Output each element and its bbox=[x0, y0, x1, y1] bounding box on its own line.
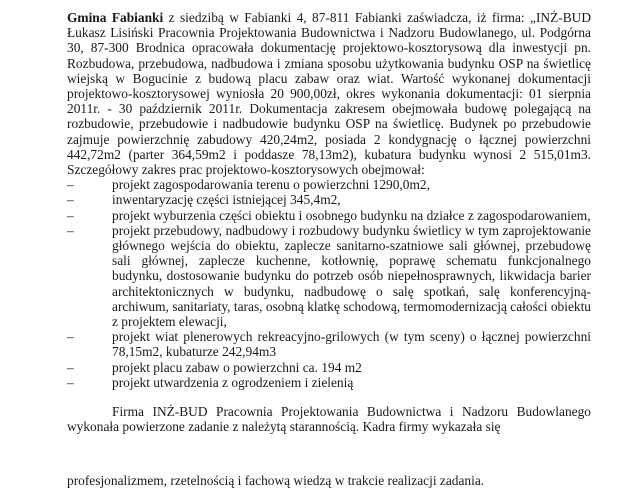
list-item-text: projekt utwardzenia z ogrodzeniem i zielenią bbox=[112, 374, 354, 390]
cut-off-text-line bbox=[67, 473, 591, 488]
list-item-text: projekt zagospodarowania terenu o powierzchni 1290,0m2, bbox=[112, 177, 430, 193]
intro-paragraph bbox=[67, 10, 591, 177]
municipality-name: Gmina Fabianki bbox=[67, 10, 164, 25]
list-item-text: projekt wyburzenia części obiektu i osobnego budynku na działce z zagospodarowaniem, bbox=[112, 207, 591, 223]
closing-paragraph bbox=[67, 404, 591, 434]
list-item bbox=[67, 192, 591, 207]
closing-text: Firma INŻ-BUD Pracownia Projektowania Budownictwa i Nadzoru Budowlanego wykonała powierzone zadanie z należytą starannością. Kadra firmy wykazała się bbox=[67, 404, 591, 435]
list-item bbox=[67, 177, 591, 192]
document-page bbox=[67, 10, 591, 448]
dash-bullet: – bbox=[67, 329, 74, 345]
dash-bullet: – bbox=[67, 207, 74, 223]
dash-bullet: – bbox=[67, 192, 74, 208]
list-item bbox=[67, 223, 591, 329]
list-item bbox=[67, 208, 591, 223]
list-item bbox=[67, 329, 591, 359]
list-item bbox=[67, 360, 591, 375]
cut-off-text: profesjonalizmem, rzetelnością i fachową wiedzą w trakcie realizacji zadania. bbox=[67, 473, 485, 488]
dash-bullet: – bbox=[67, 177, 74, 193]
list-item-text: projekt placu zabaw o powierzchni ca. 194 m2 bbox=[112, 359, 362, 375]
dash-bullet: – bbox=[67, 359, 74, 375]
list-item bbox=[67, 375, 591, 390]
dash-bullet: – bbox=[67, 374, 74, 390]
scope-list bbox=[67, 177, 591, 390]
dash-bullet: – bbox=[67, 222, 74, 238]
list-item-text: projekt przebudowy, nadbudowy i rozbudowy budynku świetlicy w tym zaprojektowanie głównego wejścia do obiektu, zaplecze sanitarno-szatniowe sali głównej, przebudowę sali głównej, zaplecze kuchenne, kotłownię, poprawę schematu funkcjonalnego budynku, dostosowanie budynku do potrzeb osób niepełnosprawnych, likwidacja barier architektonicznych w budynku, nadbudowę o salę spotkań, salę konferencyjną-archiwum, sanitariaty, taras, osobną klatkę schodową, termomodernizacją całości obiektu z projektem elewacji, bbox=[112, 222, 591, 330]
list-item-text: projekt wiat plenerowych rekreacyjno-grilowych (w tym sceny) o łącznej powierzchni 78,15m2, kubaturze 242,94m3 bbox=[112, 329, 591, 360]
list-item-text: inwentaryzację części istniejącej 345,4m2, bbox=[112, 192, 341, 208]
intro-text: z siedzibą w Fabianki 4, 87-811 Fabianki zaświadcza, iż firma: „INŻ-BUD Łukasz Lisiński Pracownia Projektowania Budownictwa i Nadzoru Budowlanego, ul. Podgórna 30, 87-300 Brodnica opracowała dokumentację projektowo-kosztorysową dla inwestycji pn. Rozbudowa, przebudowa, nadbudowa i zmiana sposobu użytkowania budynku OSP na świetlicę wiejską w Bogucinie z budową placu zabaw oraz wiat. Wartość wykonanej dokumentacji projektowo-kosztorysowej wyniosła 20 900,00zł, okres wykonania dokumentacji: 01 sierpnia 2011r. - 30 październik 2011r. Dokumentacja zakresem obejmowała budowę polegającą na rozbudowie, przebudowie i nadbudowie budynku OSP na świetlicę. Budynek po przebudowie zajmuje powierzchnię zabudowy 420,24m2, posiada 2 kondygnację o łącznej powierzchni 442,72m2 (parter 364,59m2 i poddasze 78,13m2), kubatura budynku wynosi 2 515,01m3. Szczegółowy zakres prac projektowo-kosztorysowych obejmował: bbox=[67, 10, 592, 178]
